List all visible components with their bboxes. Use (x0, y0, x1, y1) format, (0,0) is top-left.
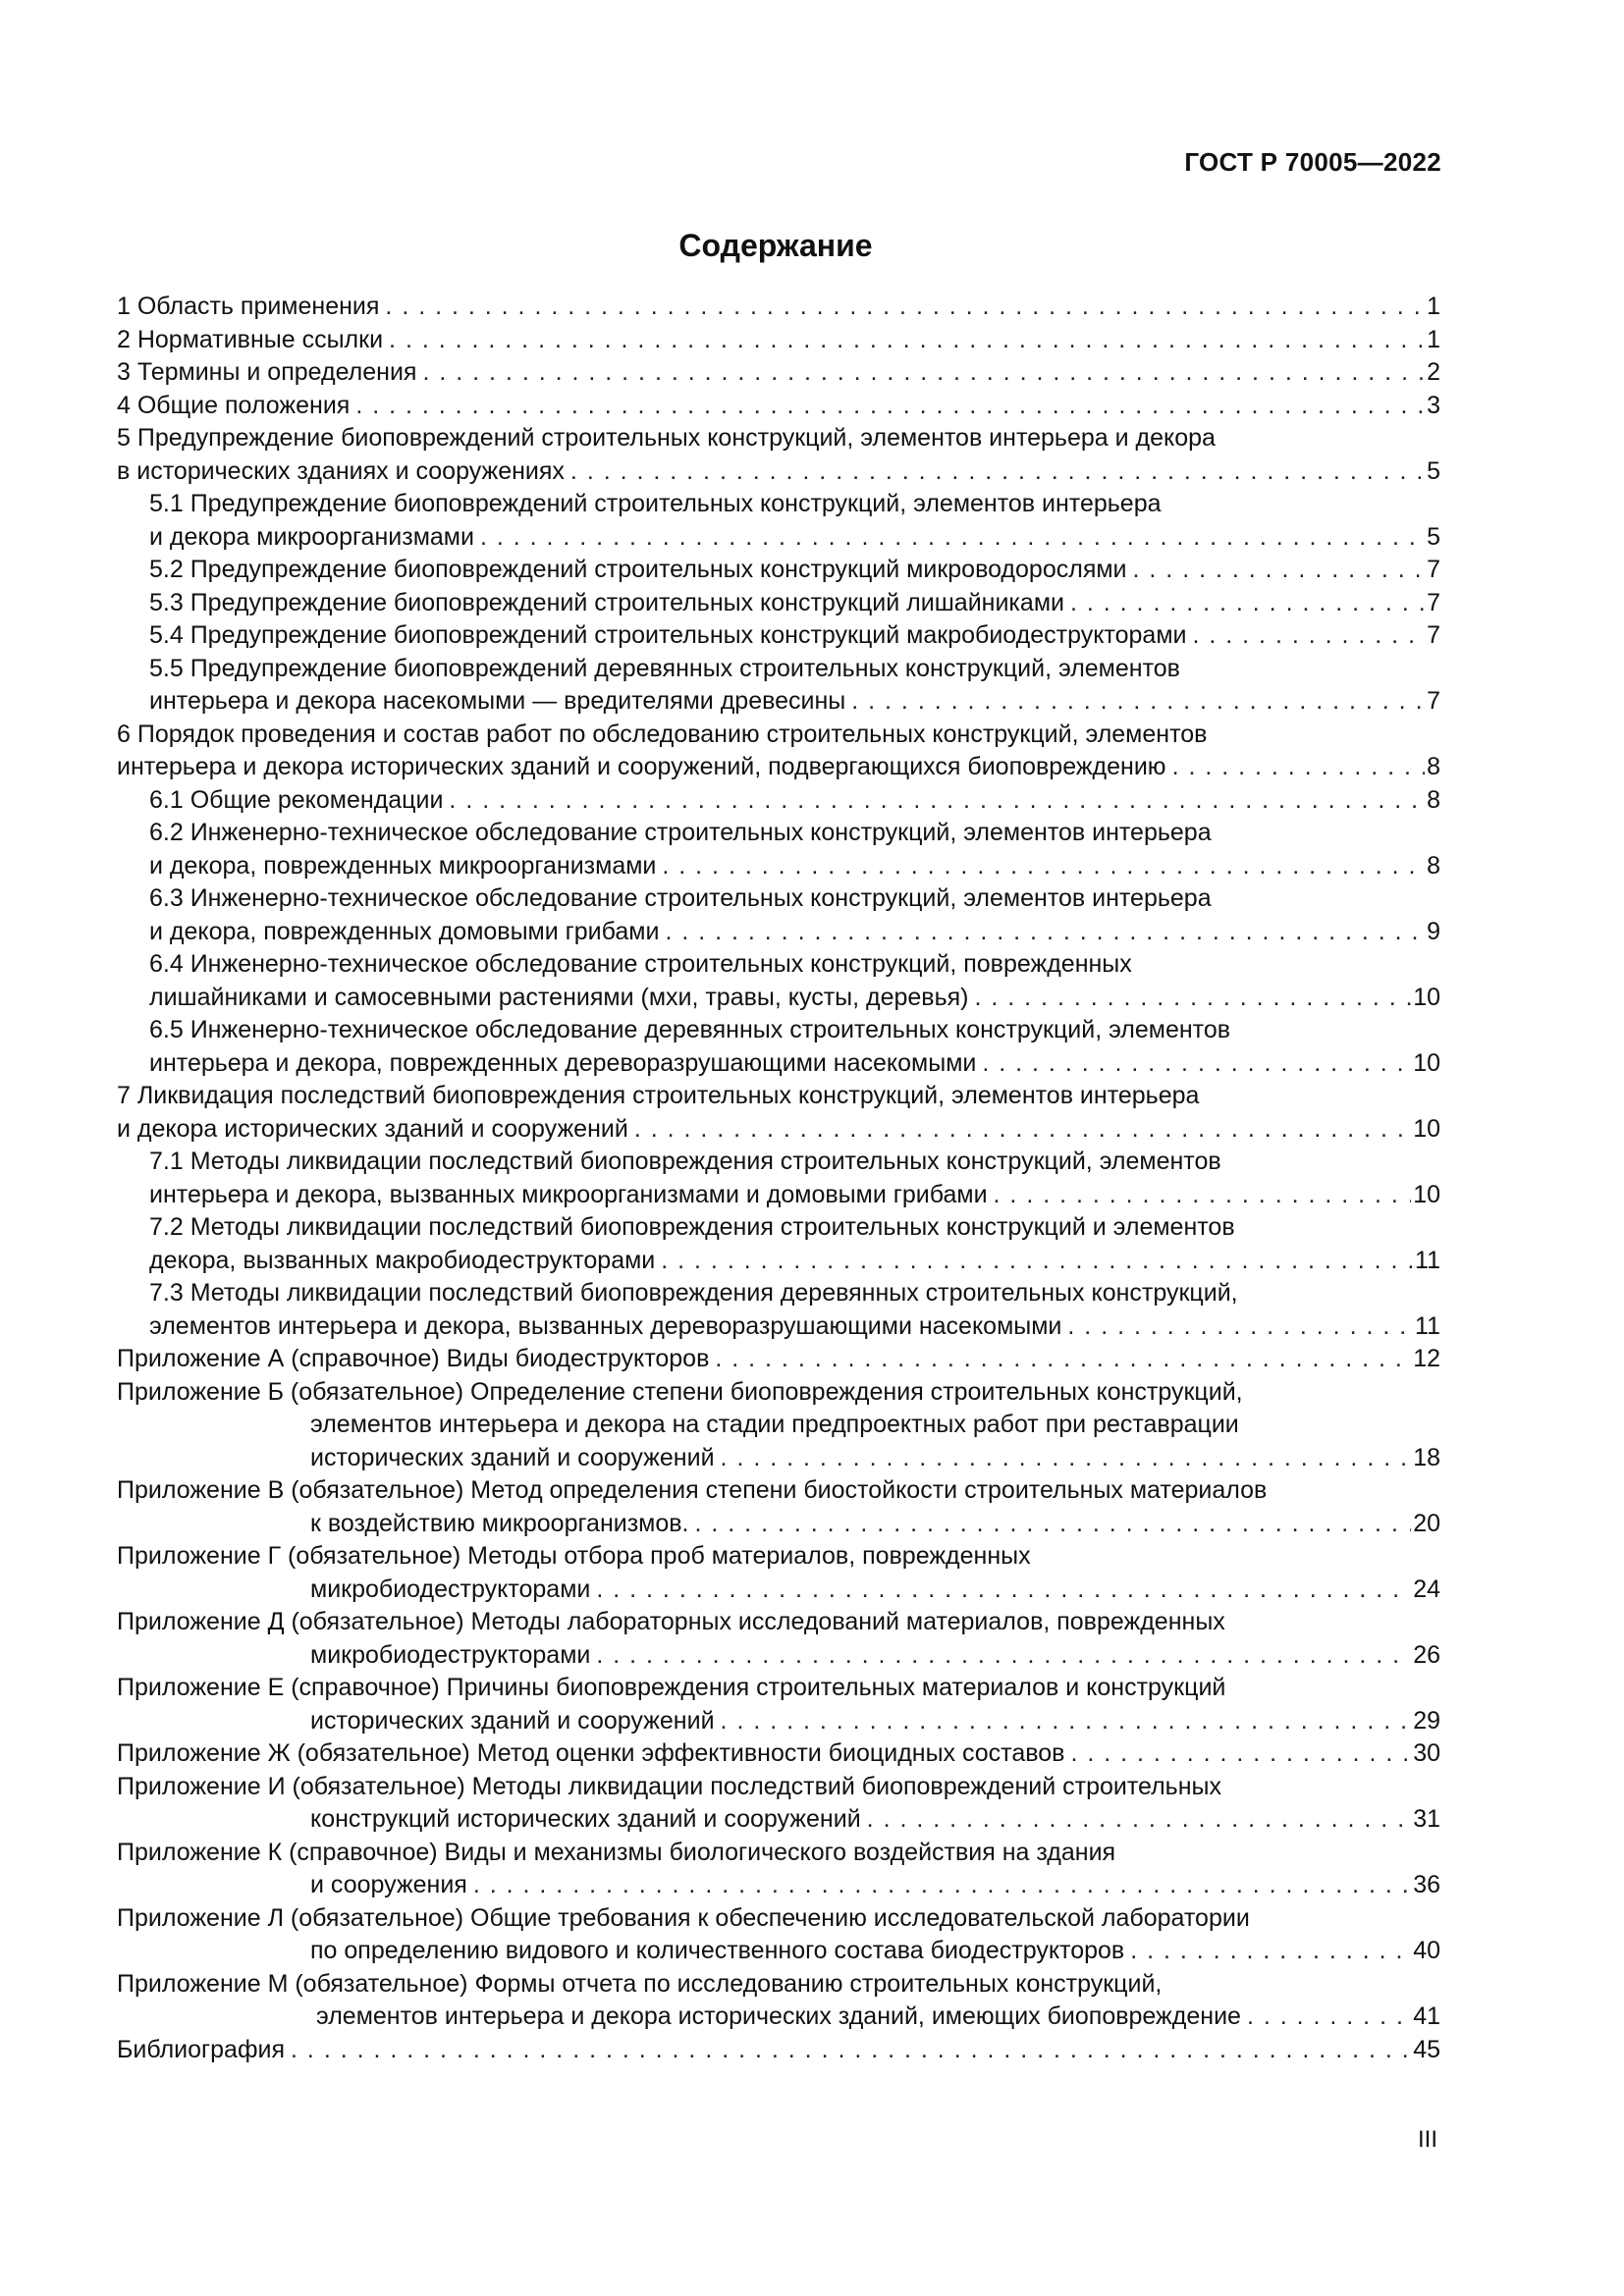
dot-leader (851, 685, 1425, 719)
toc-entry-5-5[interactable] (117, 653, 1440, 719)
dot-leader (596, 1574, 1411, 1607)
toc-entry-title: Приложение Б (обязательное) Определение степени биоповреждения строительных конструкций, (117, 1377, 1243, 1406)
toc-entry-6-1[interactable] (117, 784, 1440, 818)
toc-entry-title-cont: и сооружения (310, 1871, 467, 1898)
dot-leader (867, 1803, 1412, 1837)
toc-page-number: 8 (1427, 753, 1440, 780)
toc-entry-bibliography[interactable] (117, 2034, 1440, 2067)
toc-entry-title: 5.5 Предупреждение биоповреждений деревянных строительных конструкций, элементов (149, 654, 1180, 682)
toc-entry-title: Приложение Ж (обязательное) Метод оценки эффективности биоцидных составов (117, 1739, 1065, 1767)
dot-leader (634, 1113, 1411, 1147)
toc-entry-appendix-i[interactable] (117, 1771, 1440, 1837)
toc-page-number: 5 (1427, 456, 1440, 485)
toc-entry-7-1[interactable] (117, 1146, 1440, 1211)
toc-entry-6[interactable] (117, 719, 1440, 784)
toc-page-number: 11 (1415, 1246, 1440, 1274)
toc-page-number: 40 (1413, 1937, 1440, 1964)
page-title: Содержание (678, 228, 873, 263)
toc-entry-title-cont: исторических зданий и сооружений (310, 1706, 715, 1735)
toc-entry-5-4[interactable] (117, 619, 1440, 653)
toc-entry-title: Приложение А (справочное) Виды биодеструкторов (117, 1345, 710, 1372)
toc-entry-6-4[interactable] (117, 948, 1440, 1014)
toc-entry-appendix-g[interactable] (117, 1540, 1440, 1606)
toc-entry-title: Приложение Л (обязательное) Общие требования к обеспечению исследовательской лаборатории (117, 1903, 1250, 1932)
dot-leader (715, 1343, 1411, 1376)
toc-entry-title-cont: и декора микроорганизмами (149, 522, 474, 551)
toc-entry-title-cont: декора, вызванных макробиодеструкторами (149, 1246, 656, 1274)
dot-leader (661, 1245, 1413, 1278)
dot-leader (695, 1508, 1412, 1541)
toc-page-number: 36 (1413, 1871, 1440, 1898)
toc-page-number: 8 (1427, 785, 1440, 814)
toc-entry-appendix-k[interactable] (117, 1837, 1440, 1902)
toc-entry-7-3[interactable] (117, 1277, 1440, 1343)
toc-entry-title: 5.1 Предупреждение биоповреждений строительных конструкций, элементов интерьера (149, 490, 1162, 517)
toc-entry-title-cont: в исторических зданиях и сооружениях (117, 456, 565, 485)
toc-entry-title: Приложение И (обязательное) Методы ликвидации последствий биоповреждений строительных (117, 1772, 1221, 1800)
toc-entry-7[interactable] (117, 1080, 1440, 1146)
page-number: III (1417, 2126, 1437, 2153)
toc-entry-title: 6 Порядок проведения и состав работ по обследованию строительных конструкций, элементов (117, 720, 1208, 748)
toc-entry-title-cont: микробиодеструкторами (310, 1640, 591, 1669)
toc-page-number: 20 (1413, 1509, 1440, 1537)
toc-entry-title: 7.1 Методы ликвидации последствий биоповреждения строительных конструкций, элементов (149, 1148, 1221, 1175)
dot-leader (570, 455, 1425, 489)
toc-page-number: 10 (1413, 983, 1440, 1011)
toc-entry-4[interactable] (117, 390, 1440, 423)
document-code: ГОСТ Р 70005—2022 (1184, 147, 1441, 177)
dot-leader (1172, 751, 1426, 784)
dot-leader (1067, 1310, 1413, 1344)
toc-entry-title-cont: по определению видового и количественного состава биодеструкторов (310, 1937, 1125, 1964)
toc-page-number: 8 (1427, 851, 1440, 880)
toc-page-number: 26 (1413, 1640, 1440, 1669)
toc-entry-title: 3 Термины и определения (117, 358, 417, 386)
table-of-contents (117, 291, 1440, 2066)
toc-entry-appendix-zh[interactable] (117, 1737, 1440, 1771)
toc-entry-title-cont: микробиодеструкторами (310, 1575, 591, 1603)
toc-entry-title: 5.3 Предупреждение биоповреждений строительных конструкций лишайниками (149, 588, 1064, 616)
toc-entry-title-cont: лишайниками и самосевными растениями (мхи, травы, кусты, деревья) (149, 983, 969, 1011)
dot-leader (721, 1442, 1412, 1475)
dot-leader (449, 784, 1425, 818)
toc-entry-title: 7 Ликвидация последствий биоповреждения строительных конструкций, элементов интерьера (117, 1082, 1200, 1109)
toc-entry-appendix-b[interactable] (117, 1376, 1440, 1475)
dot-leader (982, 1047, 1411, 1081)
dot-leader (355, 390, 1425, 423)
toc-page-number: 3 (1427, 391, 1440, 419)
toc-entry-title: 7.3 Методы ликвидации последствий биоповреждения деревянных строительных конструкций, (149, 1279, 1238, 1307)
toc-entry-title-cont: интерьера и декора исторических зданий и сооружений, подвергающихся биоповреждению (117, 753, 1166, 780)
toc-entry-title: Библиография (117, 2035, 286, 2063)
toc-page-number: 7 (1427, 621, 1440, 649)
toc-page-number: 2 (1427, 358, 1440, 386)
toc-entry-title-cont: и декора исторических зданий и сооружений (117, 1114, 628, 1143)
toc-entry-title-cont: элементов интерьера и декора на стадии предпроектных работ при реставрации (310, 1411, 1239, 1438)
toc-entry-title: 6.5 Инженерно-техническое обследование деревянных строительных конструкций, элементов (149, 1016, 1231, 1043)
dot-leader (994, 1179, 1412, 1212)
dot-leader (291, 2034, 1411, 2067)
toc-entry-title-cont: интерьера и декора, поврежденных дереворазрушающими насекомыми (149, 1048, 977, 1077)
toc-entry-appendix-m[interactable] (117, 1968, 1440, 2034)
toc-page-number: 24 (1413, 1575, 1440, 1603)
toc-entry-title-cont: исторических зданий и сооружений (310, 1443, 715, 1471)
toc-entry-title-cont: и декора, поврежденных микроорганизмами (149, 851, 657, 880)
toc-entry-7-2[interactable] (117, 1211, 1440, 1277)
toc-entry-title-cont: интерьера и декора насекомыми — вредителями древесины (149, 687, 846, 715)
dot-leader (1133, 554, 1426, 587)
dot-leader (1070, 587, 1425, 620)
toc-entry-appendix-e[interactable] (117, 1672, 1440, 1737)
dot-leader (1070, 1737, 1411, 1771)
toc-entry-title: Приложение Д (обязательное) Методы лабораторных исследований материалов, поврежденных (117, 1608, 1225, 1635)
toc-entry-title: Приложение Г (обязательное) Методы отбора проб материалов, поврежденных (117, 1542, 1031, 1570)
toc-entry-title: Приложение М (обязательное) Формы отчета по исследованию строительных конструкций, (117, 1969, 1163, 1998)
toc-entry-title: 6.4 Инженерно-техническое обследование строительных конструкций, поврежденных (149, 950, 1132, 978)
dot-leader (480, 521, 1425, 555)
toc-entry-title-cont: элементов интерьера и декора исторических зданий, имеющих биоповреждение (316, 2002, 1241, 2030)
toc-entry-6-3[interactable] (117, 882, 1440, 948)
toc-page-number: 31 (1413, 1805, 1440, 1833)
toc-entry-title: Приложение В (обязательное) Метод определения степени биостойкости строительных материалов (117, 1476, 1268, 1504)
toc-entry-title: 6.3 Инженерно-техническое обследование строительных конструкций, элементов интерьера (149, 884, 1212, 912)
toc-entry-appendix-a[interactable] (117, 1343, 1440, 1376)
toc-entry-title-cont: конструкций исторических зданий и сооружений (310, 1805, 861, 1833)
toc-entry-title-cont: и декора, поврежденных домовыми грибами (149, 917, 660, 945)
toc-entry-1[interactable] (117, 291, 1440, 324)
dot-leader (662, 850, 1425, 883)
toc-page-number: 10 (1413, 1048, 1440, 1077)
dot-leader (389, 324, 1425, 357)
toc-entry-title-cont: элементов интерьера и декора, вызванных дереворазрушающими насекомыми (149, 1311, 1062, 1340)
toc-page-number: 11 (1415, 1311, 1440, 1340)
toc-entry-title: 6.2 Инженерно-техническое обследование строительных конструкций, элементов интерьера (149, 819, 1212, 846)
toc-page-number: 10 (1413, 1114, 1440, 1143)
toc-entry-title: 5 Предупреждение биоповреждений строительных конструкций, элементов интерьера и декора (117, 424, 1216, 452)
dot-leader (721, 1705, 1412, 1738)
toc-page-number: 1 (1427, 293, 1440, 320)
toc-entry-title: Приложение Е (справочное) Причины биоповреждения строительных материалов и конструкций (117, 1674, 1226, 1701)
toc-page-number: 30 (1413, 1739, 1440, 1767)
dot-leader (1192, 619, 1425, 653)
toc-page-number: 5 (1427, 522, 1440, 551)
toc-entry-appendix-v[interactable] (117, 1474, 1440, 1540)
toc-entry-title-cont: к воздействию микроорганизмов. (310, 1509, 689, 1537)
toc-page-number: 9 (1427, 917, 1440, 945)
toc-entry-3[interactable] (117, 356, 1440, 390)
dot-leader (1247, 2001, 1411, 2034)
toc-entry-5[interactable] (117, 422, 1440, 488)
toc-entry-title: 5.2 Предупреждение биоповреждений строительных конструкций микроводорослями (149, 556, 1127, 583)
dot-leader (974, 982, 1411, 1015)
toc-page-number: 12 (1413, 1345, 1440, 1372)
dot-leader (473, 1869, 1411, 1902)
toc-entry-title: 2 Нормативные ссылки (117, 325, 384, 353)
toc-page-number: 7 (1427, 588, 1440, 616)
toc-entry-appendix-d[interactable] (117, 1606, 1440, 1672)
toc-entry-6-2[interactable] (117, 817, 1440, 882)
toc-entry-title: 4 Общие положения (117, 391, 351, 419)
toc-page-number: 45 (1413, 2035, 1440, 2063)
toc-entry-6-5[interactable] (117, 1014, 1440, 1080)
dot-leader (422, 356, 1425, 390)
toc-entry-title: 7.2 Методы ликвидации последствий биоповреждения строительных конструкций и элементов (149, 1213, 1235, 1241)
toc-entry-title: 6.1 Общие рекомендации (149, 785, 444, 814)
toc-entry-title: Приложение К (справочное) Виды и механизмы биологического воздействия на здания (117, 1838, 1116, 1866)
toc-page-number: 29 (1413, 1706, 1440, 1735)
dot-leader (665, 916, 1425, 949)
toc-entry-title: 5.4 Предупреждение биоповреждений строительных конструкций макробиодеструкторами (149, 621, 1187, 649)
toc-page-number: 10 (1413, 1180, 1440, 1208)
toc-page-number: 18 (1413, 1443, 1440, 1471)
dot-leader (1130, 1935, 1411, 1968)
toc-entry-5-3[interactable] (117, 587, 1440, 620)
toc-entry-title-cont: интерьера и декора, вызванных микроорганизмами и домовыми грибами (149, 1180, 988, 1208)
toc-entry-appendix-l[interactable] (117, 1902, 1440, 1968)
dot-leader (385, 291, 1425, 324)
toc-page-number: 7 (1427, 556, 1440, 583)
toc-entry-title: 1 Область применения (117, 293, 380, 320)
toc-page-number: 7 (1427, 687, 1440, 715)
toc-page-number: 1 (1427, 325, 1440, 353)
toc-entry-2[interactable] (117, 324, 1440, 357)
toc-entry-5-2[interactable] (117, 554, 1440, 587)
toc-entry-5-1[interactable] (117, 488, 1440, 554)
toc-page-number: 41 (1413, 2002, 1440, 2030)
dot-leader (596, 1639, 1411, 1673)
